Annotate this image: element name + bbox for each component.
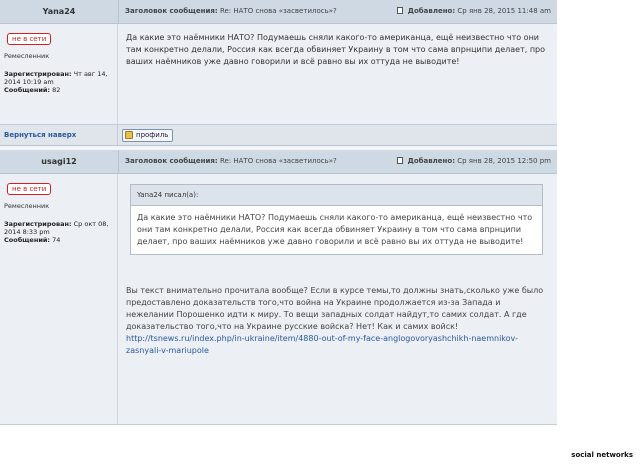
profile-button[interactable] [122, 129, 173, 142]
post-subject [119, 150, 557, 173]
posts-count: 74 [52, 236, 61, 244]
quote-header: Yana24 писал(а): [131, 185, 542, 206]
post-body [0, 174, 557, 425]
offline-status-badge: не в сети [7, 183, 51, 195]
offline-status-badge: не в сети [7, 33, 51, 45]
post-subject [119, 0, 557, 23]
document-icon[interactable] [397, 157, 403, 164]
author-stats [4, 220, 117, 244]
post-content [118, 174, 557, 424]
subject-text: Re: НАТО снова «засветилось»? [219, 7, 337, 15]
post-author[interactable]: usagi12 [0, 150, 119, 173]
reply-text-block [126, 285, 549, 357]
date-label: Добавлено: [407, 157, 455, 165]
post-text: Да какие это наёмники НАТО? Подумаешь сняли какого-то американца, ещё неизвестно что они там конкретно делали, Россия как всегда обвиняет Украину в том что сама впрнципи делает, про ваших наёмников уже давно говорили и всё равно вы их оттуда не выводите! [126, 33, 546, 66]
author-rank: Ремесленник [4, 202, 50, 210]
profile-icon [125, 131, 133, 139]
author-stats [4, 70, 117, 94]
author-rank: Ремесленник [4, 52, 50, 60]
post-date [397, 0, 557, 23]
document-icon[interactable] [397, 7, 403, 14]
subject-label: Заголовок сообщения: [125, 7, 218, 15]
posts-count: 82 [52, 86, 61, 94]
posts-label: Сообщений: [4, 236, 51, 244]
date-value: Ср янв 28, 2015 11:48 am [457, 7, 551, 15]
posts-label: Сообщений: [4, 86, 51, 94]
author-profile [0, 24, 118, 124]
post-footer [0, 125, 557, 146]
profile-button-label: профиль [136, 131, 169, 139]
post-author[interactable]: Yana24 [0, 0, 119, 23]
registered-date: Чт авг 14, 2014 10:19 am [4, 70, 108, 86]
quote-block [130, 184, 543, 255]
back-to-top-link[interactable]: Вернуться наверх [0, 125, 118, 145]
post-header [0, 150, 557, 174]
post-date [397, 150, 557, 173]
post-body [0, 24, 557, 125]
post-header [0, 0, 557, 24]
date-value: Ср янв 28, 2015 12:50 pm [457, 157, 551, 165]
profile-area [118, 125, 173, 145]
subject-text: Re: НАТО снова «засветилось»? [219, 157, 337, 165]
registered-date: Ср окт 08, 2014 8:33 pm [4, 220, 109, 236]
quote-text: Да какие это наёмники НАТО? Подумаешь сняли какого-то американца, ещё неизвестно что они там конкретно делали, Россия как всегда обвиняет Украину в том что сама впрнципи делает, про ваших наёмников уже давно говорили и всё равно вы их оттуда не выводите! [137, 213, 533, 246]
article-link[interactable]: http://tsnews.ru/index.php/in-ukraine/item/4880-out-of-my-face-anglogovoryashchikh-naemnikov-zasnyali-v-mariupole [126, 334, 518, 355]
author-profile [0, 174, 118, 424]
subject-label: Заголовок сообщения: [125, 157, 218, 165]
watermark-label: social networks [571, 451, 633, 459]
date-label: Добавлено: [407, 7, 456, 15]
reply-text: Вы текст внимательно прочитала вообще? Если в курсе темы,то должны знать,сколько уже было предоставлено доказательств того,что война на Украине продолжается из-за Запада и нежелании Порошенко идти к миру. То вещи западных солдат найдут,то самих солдат. А где доказательство того,что на Украине русские войска? Нет! Как и самих войск! [126, 286, 544, 331]
registered-label: Зарегистрирован: [4, 220, 72, 228]
registered-label: Зарегистрирован: [4, 70, 72, 78]
